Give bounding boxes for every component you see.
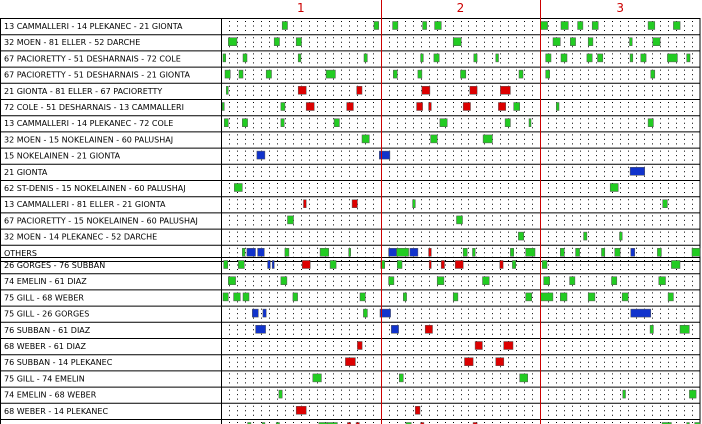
row-label: 15 NOKELAINEN - 21 GIONTA [4,151,121,161]
shift-bar-even [689,390,696,398]
row-label: 13 CAMMALLERI - 81 ELLER - 21 GIONTA [4,200,166,210]
shift-bar-power-play [498,103,505,111]
row-label: 74 EMELIN - 68 WEBER [4,390,97,400]
shift-bar-even [224,119,228,127]
shift-bar-even [463,248,467,256]
shift-bar-even [612,277,617,285]
shift-bar-even [651,70,655,78]
shift-bar-power-play [500,261,503,269]
shift-bar-even [510,248,513,256]
row-label: 32 MOEN - 81 ELLER - 52 DARCHE [4,38,141,48]
shift-bar-even [274,38,279,46]
shift-bar-even [418,70,422,78]
row-label: 13 CAMMALLERI - 14 PLEKANEC - 72 COLE [4,119,174,129]
shift-bar-even [288,216,294,224]
minute-dots [230,102,693,112]
shift-bar-even [529,119,531,127]
row-label: 21 GIONTA [4,167,48,177]
shift-bar-even [374,22,379,30]
shift-bar-even [483,135,492,143]
shift-bar-even [243,54,247,62]
shift-bar-even [514,103,520,111]
shift-bar-power-play [470,86,477,94]
shift-bar-penalty-kill [247,248,256,256]
shift-bar-even [648,119,653,127]
shift-bar-even [576,248,580,256]
minute-dots [230,199,693,209]
shift-bar-even [363,309,367,317]
shift-bar-even [279,390,282,398]
row-label: 67 PACIORETTY - 51 DESHARNAIS - 72 COLE [4,54,181,64]
shift-bar-even [453,38,461,46]
shift-bar-penalty-kill [252,309,258,317]
shift-bar-even [431,135,438,143]
shift-bar-even [570,38,575,46]
shift-bar-power-play [455,261,463,269]
shift-bar-even [526,293,532,301]
period-label: 1 [297,1,305,15]
shift-bar-even [584,232,587,240]
shift-bar-even [223,293,228,301]
shift-bar-even [512,261,515,269]
shift-bar-even [474,54,477,62]
shift-bar-even [238,261,244,269]
row-label: 76 SUBBAN - 14 PLEKANEC [4,358,113,368]
shift-bar-even [313,374,322,382]
row-label: 75 GILL - 68 WEBER [4,293,84,303]
row-label: 13 CAMMALLERI - 14 PLEKANEC - 21 GIONTA [4,22,183,31]
shift-bar-even [630,38,633,46]
shift-bar-even [298,54,301,62]
shift-bar-even [598,54,603,62]
shift-bar-power-play [496,358,504,366]
shift-bar-even [588,38,593,46]
shift-bar-even [281,119,284,127]
shift-bar-penalty-kill [257,151,265,159]
shift-bar-power-play [441,261,444,269]
shift-bar-penalty-kill [258,248,265,256]
shift-bar-even [610,184,618,192]
shift-bar-even [620,232,623,240]
shift-bar-even [330,261,336,269]
shift-bar-penalty-kill [263,309,266,317]
minute-dots [230,118,693,128]
shift-bar-even [393,22,398,30]
shift-bar-even [659,277,666,285]
shift-bar-power-play [465,358,474,366]
shift-bar-even [630,54,633,62]
shift-bar-penalty-kill [631,248,635,256]
shift-bar-even [587,54,592,62]
shift-bar-even [520,374,528,382]
shift-bar-power-play [357,342,362,350]
shift-bar-penalty-kill [630,167,645,175]
shift-bar-power-play [304,200,307,208]
shift-bar-power-play [415,406,420,414]
shift-bar-power-play [425,325,432,333]
row-label: 74 EMELIN - 61 DIAZ [4,277,87,287]
shift-bar-even [349,248,351,256]
shift-bar-even [360,293,365,301]
shift-bar-even [588,293,595,301]
shift-bar-even [542,261,547,269]
shift-bar-even [553,38,560,46]
shift-bar-even [334,119,339,127]
shift-bar-even [440,119,447,127]
shift-bar-even [483,277,490,285]
shift-bar-even [615,248,620,256]
shift-bar-even [496,54,499,62]
row-label: 67 PACIORETTY - 15 NOKELAINEN - 60 PALUSHAJ [4,216,198,226]
minute-dots [230,151,693,161]
minute-dots [230,357,693,367]
shift-bar-even [657,248,661,256]
row-label: OTHERS [4,248,37,258]
shift-bar-even [421,54,424,62]
row-label: 67 PACIORETTY - 51 DESHARNAIS - 21 GIONTA [4,70,190,80]
period-label: 3 [616,1,624,15]
shift-bar-even [546,70,550,78]
shift-bar-power-play [306,103,314,111]
row-label: 68 WEBER - 61 DIAZ [4,342,86,351]
shift-bar-even [364,54,367,62]
shift-bar-penalty-kill [389,248,397,256]
shift-bar-even [234,184,242,192]
shift-bar-even [519,70,523,78]
shift-bar-even [393,70,397,78]
shift-bar-even [281,103,285,111]
row-label: 68 WEBER - 14 PLEKANEC [4,406,109,416]
shift-bar-even [397,261,402,269]
shift-bar-power-play [417,103,423,111]
shift-bar-penalty-kill [256,325,266,333]
shift-bar-even [389,277,394,285]
shift-bar-even [285,248,289,256]
minute-dots [230,248,693,258]
shift-bar-power-play [429,261,431,269]
shift-bar-power-play [422,86,430,94]
shift-bar-even [673,22,680,30]
shift-bar-power-play [429,103,432,111]
shift-bar-even [397,248,409,256]
shift-bar-power-play [347,103,354,111]
shift-bar-even [561,54,567,62]
row-label: 72 COLE - 51 DESHARNAIS - 13 CAMMALLERI [4,103,184,112]
shift-bar-even [326,70,335,78]
shift-bar-even [687,54,690,62]
shift-bar-even [653,38,660,46]
minute-dots [230,373,693,383]
shift-bar-power-play [357,86,362,94]
shift-bar-even [437,277,444,285]
shift-bar-power-play [463,103,470,111]
shift-bar-even [556,103,559,111]
shift-bar-even [362,135,369,143]
minute-dots [230,325,693,335]
shift-bar-even [602,248,605,256]
minute-dots [230,134,693,144]
shift-bar-even [222,103,224,111]
shift-bar-even [560,248,564,256]
minute-dots [230,276,693,286]
minute-dots [230,21,693,31]
shift-bar-even [461,70,466,78]
shift-bar-even [540,293,553,301]
shift-bar-even [242,119,247,127]
shift-bar-even [434,54,439,62]
shift-bar-even [667,54,677,62]
shift-bar-even [648,22,655,30]
shift-bar-even [518,232,523,240]
minute-dots [230,183,693,193]
shift-bar-even [546,54,551,62]
shift-bar-even [243,293,249,301]
minute-dots [230,167,693,177]
shift-bar-even [320,248,329,256]
shift-bar-even [242,248,245,256]
shift-bar-even [692,248,700,256]
panel-frame [1,258,701,424]
row-label: 76 SUBBAN - 61 DIAZ [4,325,91,335]
shift-bar-even [680,325,689,333]
shift-bar-even [671,261,680,269]
shift-bar-even [234,293,241,301]
shift-bar-even [228,277,235,285]
shift-bar-even [540,22,547,30]
shift-bar-power-play [504,342,513,350]
shift-bar-even [663,200,668,208]
minute-dots [230,232,693,242]
shift-bar-even [226,86,228,94]
period-label: 2 [456,1,465,15]
shift-bar-even [239,70,243,78]
row-label: 32 MOEN - 15 NOKELAINEN - 60 PALUSHAJ [4,135,174,145]
shift-bar-even [457,216,463,224]
shift-bar-penalty-kill [410,248,418,256]
shift-bar-even [296,38,301,46]
shift-bar-even [399,374,403,382]
shift-bar-even [293,293,298,301]
shift-bar-even [668,293,673,301]
shift-bar-even [435,22,442,30]
shift-bar-penalty-kill [268,261,271,269]
shift-bar-power-play [475,342,482,350]
shift-bar-even [650,325,653,333]
shift-bar-even [282,22,287,30]
row-label: 21 GIONTA - 81 ELLER - 67 PACIORETTY [4,86,163,96]
shift-bar-even [423,22,427,30]
shift-bar-even [223,54,226,62]
shift-bar-power-play [352,200,357,208]
shift-bar-power-play [500,86,510,94]
shift-bar-even [570,277,575,285]
shift-bar-power-play [429,248,432,256]
shift-bar-even [403,293,406,301]
row-label: 75 GILL - 26 GORGES [4,309,90,319]
shift-bar-even [592,22,598,30]
minute-dots [230,341,693,351]
shift-bar-even [641,54,646,62]
shift-bar-power-play [296,406,306,414]
shift-bar-even [266,70,271,78]
shift-bar-penalty-kill [631,309,651,317]
shift-bar-even [526,248,535,256]
shift-bar-even [561,22,568,30]
shift-bar-even [281,277,287,285]
shift-bar-even [228,38,237,46]
shift-bar-even [578,22,583,30]
shift-bar-even [413,200,416,208]
shift-bar-even [505,119,510,127]
row-label: 32 MOEN - 14 PLEKANEC - 52 DARCHE [4,232,158,242]
shift-bar-even [453,293,458,301]
shift-bar-penalty-kill [379,151,390,159]
shift-bar-even [560,293,567,301]
shift-bar-even [623,390,626,398]
shift-bar-even [544,277,550,285]
minute-dots [230,309,693,319]
shift-bar-penalty-kill [272,261,274,269]
shift-bar-power-play [302,261,310,269]
shift-bar-penalty-kill [391,325,398,333]
shift-bar-even [473,248,476,256]
shift-bar-even [224,261,228,269]
row-label: 75 GILL - 74 EMELIN [4,374,85,384]
shift-bar-even [225,70,230,78]
shift-bar-power-play [298,86,306,94]
row-label: 26 GORGES - 76 SUBBAN [4,261,106,270]
shift-bar-power-play [345,358,355,366]
row-label: 62 ST-DENIS - 15 NOKELAINEN - 60 PALUSHAJ [4,184,186,193]
shift-bar-even [622,293,628,301]
